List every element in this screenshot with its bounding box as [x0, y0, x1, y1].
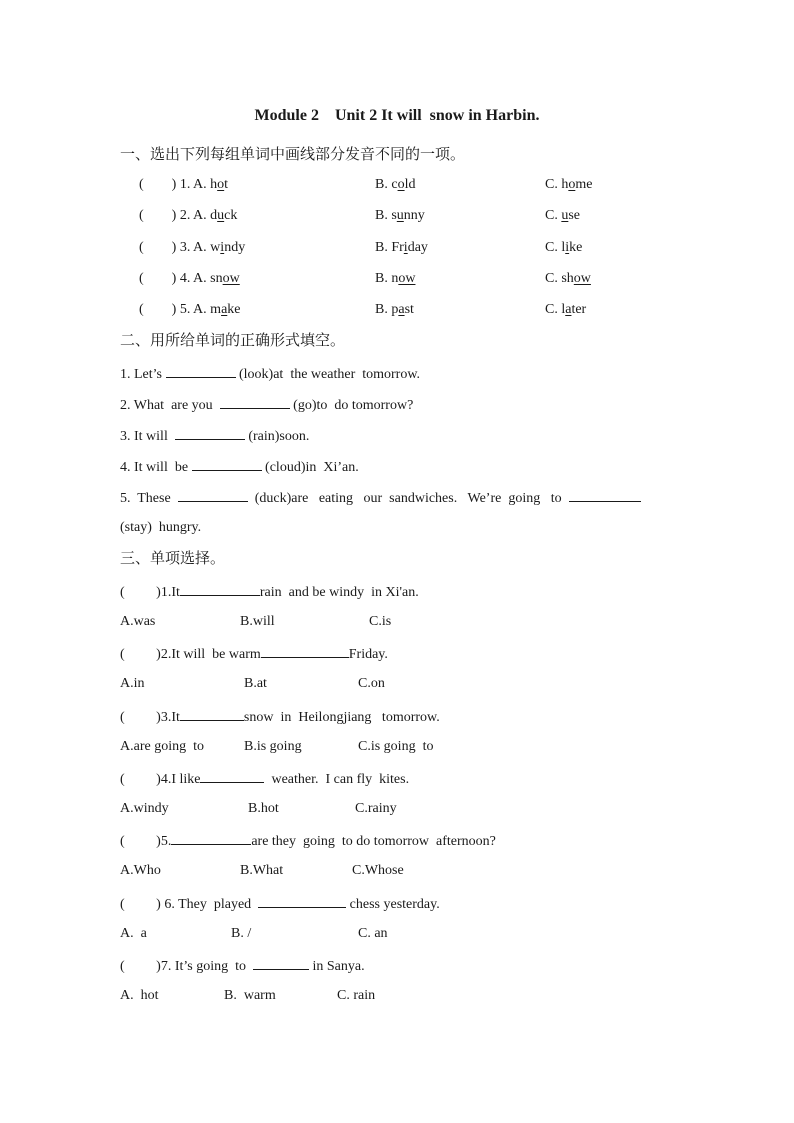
fill-question-4: [120, 457, 359, 477]
answer-option-c: C. rain: [337, 988, 376, 1003]
option-b: [375, 240, 428, 255]
underlined-letters: o: [217, 177, 225, 192]
fill-question-3: [120, 426, 309, 446]
question-text: ( )4.I like: [120, 772, 201, 787]
question-text: (look)at the weather tomorrow.: [235, 367, 421, 382]
underlined-letters: a: [565, 302, 572, 317]
question-text: (rain)soon.: [244, 429, 310, 444]
question-text: in Sanya.: [309, 959, 365, 974]
underlined-letters: i: [220, 240, 225, 255]
word-part: C. sh: [545, 271, 574, 286]
fill-question-1: [120, 364, 420, 384]
answer-option-a: A.Who: [120, 863, 161, 878]
option-c-cell: [545, 239, 582, 257]
choice-row-4: [139, 270, 240, 288]
word-part: C. l: [545, 240, 566, 255]
answer-option-c: C.is: [369, 614, 392, 629]
word-part: nny: [403, 208, 425, 223]
question-text: 2. What are you: [120, 398, 220, 413]
underlined-letters: i: [565, 240, 570, 255]
answer-blank[interactable]: [258, 894, 346, 908]
word-part: C. h: [545, 177, 569, 192]
word-part: C.: [545, 208, 562, 223]
option-c: [545, 177, 592, 192]
fill-question-2: [120, 395, 413, 415]
answer-option-a: A. a: [120, 926, 147, 941]
question-number: ( ) 1. A.: [139, 177, 211, 192]
option-b: [375, 208, 425, 223]
word-part: se: [568, 208, 581, 223]
word-part: ke: [569, 240, 583, 255]
choice-row-1: [139, 176, 228, 194]
answer-option-b: B.is going: [244, 739, 302, 754]
option-b-cell: [375, 176, 415, 194]
word-part: ld: [404, 177, 416, 192]
option-b-cell: [375, 207, 425, 225]
answer-option-b: B.hot: [248, 801, 279, 816]
option-a: [210, 240, 245, 255]
question-text: rain and be windy in Xi'an.: [259, 585, 419, 600]
option-a: [210, 208, 237, 223]
question-number: ( ) 5. A.: [139, 302, 211, 317]
word-part: C. l: [545, 302, 566, 317]
word-part: day: [407, 240, 428, 255]
word-part: st: [404, 302, 414, 317]
underlined-letters: u: [561, 208, 569, 223]
mc-question-7: [120, 956, 365, 976]
question-text: 5. These: [120, 491, 178, 506]
option-c: [545, 302, 586, 317]
question-text: (cloud)in Xi’an.: [261, 460, 359, 475]
option-a: [210, 177, 228, 192]
option-b-cell: [375, 239, 428, 257]
question-text: Friday.: [348, 647, 388, 662]
question-text: ( )7. It’s going to: [120, 959, 253, 974]
underlined-letters: a: [221, 302, 228, 317]
underlined-letters: u: [396, 208, 404, 223]
word-part: me: [575, 177, 593, 192]
option-c-cell: [545, 176, 592, 194]
answer-option-c: C. an: [358, 926, 388, 941]
answer-option-c: C.Whose: [352, 863, 404, 878]
answer-blank[interactable]: [200, 769, 264, 783]
option-c: [545, 208, 580, 223]
mc-question-3: [120, 707, 440, 727]
question-number: ( ) 4. A.: [139, 271, 211, 286]
question-text: weather. I can fly kites.: [264, 772, 410, 787]
question-text: chess yesterday.: [346, 897, 440, 912]
underlined-letters: o: [568, 177, 576, 192]
underlined-letters: o: [397, 177, 405, 192]
underlined-letters: ow: [398, 271, 416, 286]
question-text: 4. It will be: [120, 460, 192, 475]
word-part: ndy: [224, 240, 246, 255]
mc-question-2: [120, 644, 388, 664]
answer-option-c: C.is going to: [358, 739, 434, 754]
option-c-cell: [545, 207, 580, 225]
section-1-heading: 一、选出下列每组单词中画线部分发音不同的一项。: [120, 147, 466, 163]
answer-option-a: A.are going to: [120, 739, 204, 754]
question-text: ( ) 6. They played: [120, 897, 259, 912]
answer-blank[interactable]: [192, 457, 262, 471]
answer-blank[interactable]: [220, 395, 290, 409]
question-text: (go)to do tomorrow?: [289, 398, 414, 413]
question-text: snow in Heilongjiang tomorrow.: [243, 710, 440, 725]
option-a: [210, 271, 240, 286]
answer-blank[interactable]: [166, 364, 236, 378]
answer-option-b: B.will: [240, 614, 275, 629]
underlined-letters: ow: [222, 271, 240, 286]
question-text: ( )5.: [120, 834, 172, 849]
option-b-cell: [375, 270, 415, 288]
question-number: ( ) 2. A.: [139, 208, 211, 223]
option-b-cell: [375, 301, 414, 319]
word-part: B. c: [375, 177, 398, 192]
word-part: ke: [227, 302, 241, 317]
choice-row-5: [139, 301, 241, 319]
question-text: ( )3.It: [120, 710, 180, 725]
word-part: B. p: [375, 302, 399, 317]
option-c-cell: [545, 301, 586, 319]
answer-blank[interactable]: [171, 831, 251, 845]
word-part: m: [210, 302, 222, 317]
answer-option-b: B. warm: [224, 988, 276, 1003]
question-text: are they going to do tomorrow afternoon?: [251, 834, 496, 849]
answer-blank[interactable]: [261, 644, 349, 658]
underlined-letters: a: [398, 302, 405, 317]
answer-option-b: B.at: [244, 676, 267, 691]
answer-option-a: A.windy: [120, 801, 169, 816]
answer-option-c: C.on: [358, 676, 385, 691]
option-b: [375, 302, 414, 317]
word-part: d: [210, 208, 218, 223]
answer-option-c: C.rainy: [355, 801, 397, 816]
question-text: 1. Let’s: [120, 367, 166, 382]
answer-blank[interactable]: [180, 707, 244, 721]
option-b: [375, 177, 415, 192]
mc-question-4: [120, 769, 409, 789]
option-c: [545, 240, 582, 255]
answer-option-b: B. /: [231, 926, 252, 941]
word-part: B. n: [375, 271, 399, 286]
question-text: 3. It will: [120, 429, 175, 444]
answer-blank[interactable]: [175, 426, 245, 440]
question-text: ( )2.It will be warm: [120, 647, 261, 662]
answer-blank[interactable]: [180, 582, 260, 596]
word-part: B. s: [375, 208, 397, 223]
question-text: ( )1.It: [120, 585, 180, 600]
answer-blank[interactable]: [569, 488, 641, 502]
option-a: [210, 302, 240, 317]
mc-question-5: [120, 831, 496, 851]
word-part: w: [210, 240, 221, 255]
fill-question-5-continued: (stay) hungry.: [120, 520, 202, 535]
answer-option-a: A.in: [120, 676, 145, 691]
mc-question-1: [120, 582, 419, 602]
section-3-heading: 三、单项选择。: [120, 551, 226, 567]
question-number: ( ) 3. A.: [139, 240, 211, 255]
choice-row-3: [139, 239, 245, 257]
answer-blank[interactable]: [178, 488, 248, 502]
option-c: [545, 271, 591, 286]
option-b: [375, 271, 415, 286]
fill-question-5: [120, 488, 641, 508]
page-title: Module 2 Unit 2 It will snow in Harbin.: [254, 107, 540, 124]
mc-question-6: [120, 894, 440, 914]
answer-option-a: A. hot: [120, 988, 159, 1003]
word-part: t: [224, 177, 229, 192]
word-part: h: [210, 177, 218, 192]
underlined-letters: u: [217, 208, 225, 223]
word-part: B. Fr: [375, 240, 404, 255]
section-2-heading: 二、用所给单词的正确形式填空。: [120, 333, 346, 349]
underlined-letters: ow: [573, 271, 591, 286]
answer-option-b: B.What: [240, 863, 284, 878]
answer-blank[interactable]: [253, 956, 309, 970]
word-part: sn: [210, 271, 223, 286]
choice-row-2: [139, 207, 237, 225]
word-part: ter: [571, 302, 587, 317]
answer-option-a: A.was: [120, 614, 156, 629]
underlined-letters: i: [403, 240, 408, 255]
option-c-cell: [545, 270, 591, 288]
word-part: ck: [224, 208, 238, 223]
question-text: (duck)are eating our sandwiches. We’re going to: [247, 491, 569, 506]
